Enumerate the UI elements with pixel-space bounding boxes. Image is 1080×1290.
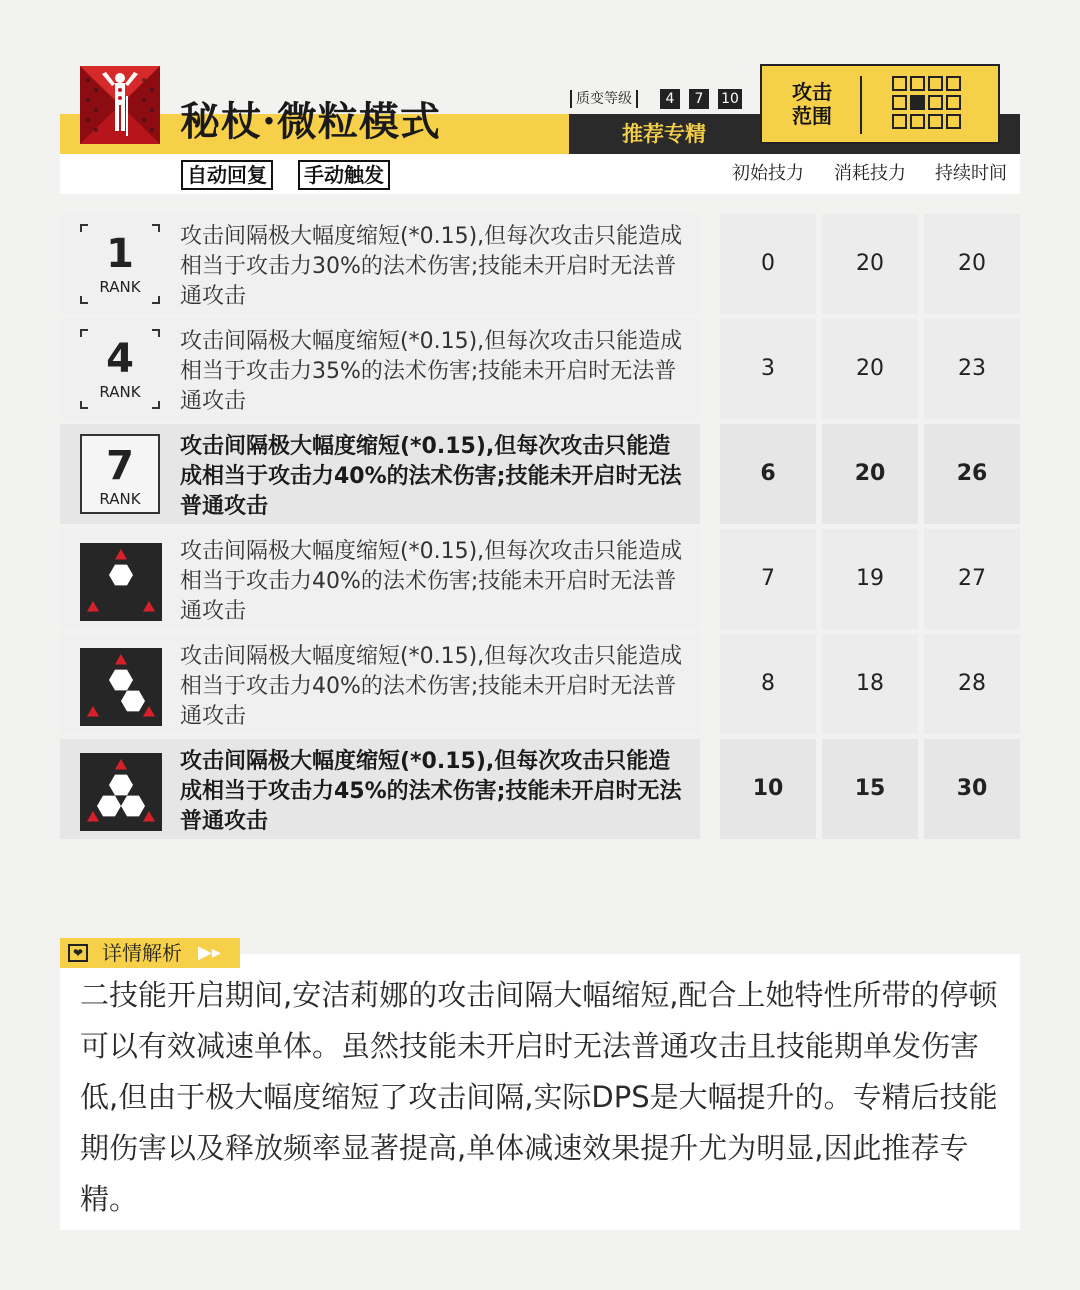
mastery-3-icon xyxy=(80,753,162,831)
range-cell xyxy=(892,76,907,91)
skill-level-description: 攻击间隔极大幅度缩短(*0.15),但每次攻击只能造成相当于攻击力40%的法术伤害;技能未开启时无法普通攻击 xyxy=(180,434,682,519)
analysis-text: 二技能开启期间,安洁莉娜的攻击间隔大幅缩短,配合上她特性所带的停顿可以有效减速单体。虽然技能未开启时无法普通攻击且技能期单发伤害低,但由于极大幅度缩短了攻击间隔,实际DPS是大幅提升的。专精后技能期伤害以及释放频率显著提高,单体减速效果提升尤为明显,因此推荐专精。 xyxy=(80,978,998,1216)
sp-cost-cell: 20 xyxy=(822,319,918,419)
rank-label: RANK xyxy=(99,490,141,508)
rank-corner-mark xyxy=(80,401,88,409)
table-row xyxy=(60,634,700,734)
rank-corner-mark xyxy=(152,401,160,409)
recommend-mastery-label: 推荐专精 xyxy=(622,122,706,146)
skill-level-description: 攻击间隔极大幅度缩短(*0.15),但每次攻击只能造成相当于攻击力35%的法术伤害;技能未开启时无法普通攻击 xyxy=(180,329,683,414)
duration-cell: 30 xyxy=(924,739,1020,839)
tag-manual-trigger: 手动触发 xyxy=(298,160,390,190)
mutation-level-7: 7 xyxy=(689,89,709,109)
rank-corner-mark xyxy=(152,329,160,337)
rank-corner-mark xyxy=(152,224,160,232)
col-header-sp-cost: 消耗技力 xyxy=(834,163,906,184)
rank-badge xyxy=(80,329,160,409)
rank-corner-mark xyxy=(152,296,160,304)
duration-cell: 28 xyxy=(924,634,1020,734)
range-cell xyxy=(946,76,961,91)
table-row xyxy=(60,739,700,839)
rank-number: 7 xyxy=(106,443,134,489)
sp-cost-cell: 18 xyxy=(822,634,918,734)
rank-corner-mark xyxy=(80,224,88,232)
range-cell xyxy=(892,114,907,129)
range-cell xyxy=(946,95,961,110)
rank-label: RANK xyxy=(99,383,141,401)
range-divider xyxy=(860,76,862,134)
skill-level-description: 攻击间隔极大幅度缩短(*0.15),但每次攻击只能造成相当于攻击力30%的法术伤害;技能未开启时无法普通攻击 xyxy=(180,224,683,309)
sp-cost-cell: 20 xyxy=(822,424,918,524)
duration-cell: 23 xyxy=(924,319,1020,419)
mastery-2-icon xyxy=(80,648,162,726)
range-cell xyxy=(946,114,961,129)
rank-label: RANK xyxy=(99,278,141,296)
sp-cost-cell: 15 xyxy=(822,739,918,839)
mastery-1-icon xyxy=(80,543,162,621)
tag-auto-recovery: 自动回复 xyxy=(181,160,273,190)
rank-badge xyxy=(80,434,160,514)
mutation-level-4: 4 xyxy=(660,89,680,109)
play-arrows-icon: ▶▸ xyxy=(198,942,221,963)
range-cell xyxy=(928,95,943,110)
rank-corner-mark xyxy=(80,329,88,337)
duration-cell: 27 xyxy=(924,529,1020,629)
heart-icon: ❤ xyxy=(68,944,88,962)
mutation-level-10: 10 xyxy=(718,89,742,109)
table-row xyxy=(60,319,700,419)
duration-cell: 20 xyxy=(924,214,1020,314)
rank-badge xyxy=(80,224,160,304)
range-cell xyxy=(892,95,907,110)
attack-range-panel xyxy=(760,64,1000,144)
skill-level-description: 攻击间隔极大幅度缩短(*0.15),但每次攻击只能造成相当于攻击力40%的法术伤害;技能未开启时无法普通攻击 xyxy=(180,644,683,729)
analysis-tab xyxy=(60,938,240,968)
col-header-duration: 持续时间 xyxy=(935,163,1007,184)
table-row xyxy=(60,214,700,314)
sp-cost-cell: 19 xyxy=(822,529,918,629)
initial-sp-cell: 0 xyxy=(720,214,816,314)
range-cell xyxy=(928,76,943,91)
table-row xyxy=(60,424,700,524)
initial-sp-cell: 7 xyxy=(720,529,816,629)
rank-number: 4 xyxy=(106,336,134,382)
skill-name: 秘杖·微粒模式 xyxy=(180,98,441,145)
range-cell xyxy=(928,114,943,129)
col-header-initial-sp: 初始技力 xyxy=(732,163,804,184)
initial-sp-cell: 8 xyxy=(720,634,816,734)
skill-icon xyxy=(80,66,160,144)
analysis-title: 详情解析 xyxy=(102,941,182,965)
mutation-level-label: 质变等级 xyxy=(570,90,638,108)
rank-corner-mark xyxy=(80,296,88,304)
skill-level-description: 攻击间隔极大幅度缩短(*0.15),但每次攻击只能造成相当于攻击力40%的法术伤害;技能未开启时无法普通攻击 xyxy=(180,539,683,624)
range-self-cell xyxy=(910,95,925,110)
attack-range-label: 攻击 范围 xyxy=(792,80,832,128)
sp-cost-cell: 20 xyxy=(822,214,918,314)
skill-level-description: 攻击间隔极大幅度缩短(*0.15),但每次攻击只能造成相当于攻击力45%的法术伤害;技能未开启时无法普通攻击 xyxy=(180,749,682,834)
range-cell xyxy=(910,76,925,91)
range-cell xyxy=(910,114,925,129)
table-row xyxy=(60,529,700,629)
initial-sp-cell: 10 xyxy=(720,739,816,839)
initial-sp-cell: 6 xyxy=(720,424,816,524)
attack-range-grid xyxy=(892,76,968,132)
duration-cell: 26 xyxy=(924,424,1020,524)
initial-sp-cell: 3 xyxy=(720,319,816,419)
rank-number: 1 xyxy=(106,231,134,277)
